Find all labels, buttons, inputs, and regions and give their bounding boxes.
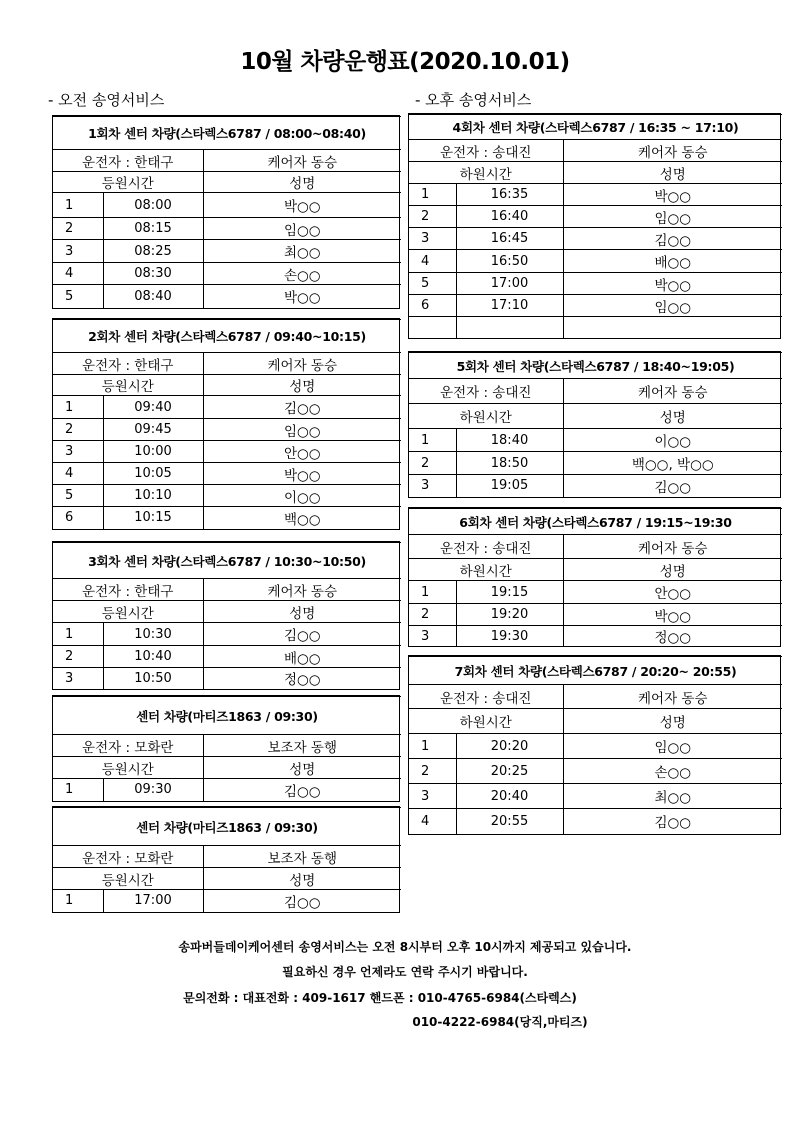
table-row — [53, 779, 401, 801]
row-number: 3 — [53, 668, 103, 689]
helper-cell: 케어자 동승 — [203, 353, 401, 375]
name-column-header: 성명 — [203, 868, 401, 890]
table-row — [409, 475, 782, 497]
name-cell: 김○○ — [563, 809, 782, 834]
time-cell: 16:50 — [456, 250, 563, 273]
vehicle-header: 센터 차량(마티즈1863 / 09:30) — [53, 808, 401, 846]
name-column-header: 성명 — [203, 172, 401, 193]
row-number: 4 — [53, 463, 103, 485]
row-number: 5 — [53, 485, 103, 507]
table-row — [409, 734, 782, 759]
name-cell: 박○○ — [563, 604, 782, 626]
time-cell: 18:50 — [456, 452, 563, 475]
table-row — [409, 295, 782, 317]
row-number: 1 — [409, 581, 456, 604]
pm-section-label: - 오후 송영서비스 — [415, 91, 532, 109]
footer-line-3: 문의전화 : 대표전화 : 409-1617 핸드폰 : 010-4765-6984(스타렉스) — [183, 991, 577, 1005]
row-number: 3 — [409, 784, 456, 809]
driver-cell: 운전자 : 송대진 — [409, 685, 563, 709]
pm-4-schedule-table — [408, 655, 781, 835]
footer-line-4: 010-4222-6984(당직,마티즈) — [412, 1015, 588, 1029]
helper-cell: 케어자 동승 — [563, 379, 782, 404]
time-cell: 08:15 — [103, 218, 203, 240]
am-1-schedule-table — [52, 115, 400, 309]
vehicle-header: 4회차 센터 차량(스타렉스6787 / 16:35 ~ 17:10) — [409, 115, 782, 140]
table-row — [409, 206, 782, 228]
time-cell: 10:40 — [103, 646, 203, 668]
row-number: 4 — [53, 263, 103, 285]
helper-cell: 보조자 동행 — [203, 735, 401, 757]
row-number: 2 — [409, 206, 456, 228]
table-row — [409, 626, 782, 647]
am-2-schedule-table — [52, 318, 400, 530]
table-row — [53, 263, 401, 285]
name-cell: 손○○ — [563, 759, 782, 784]
table-row — [53, 646, 401, 668]
row-number: 2 — [53, 218, 103, 240]
time-cell: 10:15 — [103, 507, 203, 529]
name-cell: 김○○ — [563, 228, 782, 250]
table-row — [409, 317, 782, 338]
time-column-header: 하원시간 — [409, 404, 563, 429]
name-cell: 박○○ — [203, 463, 401, 485]
driver-cell: 운전자 : 한태구 — [53, 579, 203, 601]
time-cell: 20:20 — [456, 734, 563, 759]
table-row — [409, 429, 782, 452]
time-cell: 10:00 — [103, 441, 203, 463]
name-cell: 박○○ — [563, 273, 782, 295]
table-row — [409, 184, 782, 206]
row-number: 5 — [53, 285, 103, 308]
row-number: 3 — [409, 228, 456, 250]
name-cell: 임○○ — [563, 734, 782, 759]
row-number: 4 — [409, 809, 456, 834]
table-row — [53, 240, 401, 263]
time-cell: 20:40 — [456, 784, 563, 809]
row-number: 1 — [409, 429, 456, 452]
table-row — [53, 441, 401, 463]
row-number: 1 — [53, 890, 103, 912]
name-cell: 정○○ — [203, 668, 401, 689]
row-number: 2 — [409, 604, 456, 626]
name-cell: 백○○, 박○○ — [563, 452, 782, 475]
row-number: 1 — [409, 734, 456, 759]
row-number: 6 — [53, 507, 103, 529]
pm-2-schedule-table — [408, 351, 781, 498]
row-number: 2 — [53, 646, 103, 668]
time-column-header: 하원시간 — [409, 559, 563, 581]
time-cell: 08:25 — [103, 240, 203, 263]
time-column-header: 등원시간 — [53, 172, 203, 193]
table-row — [409, 250, 782, 273]
table-row — [409, 784, 782, 809]
time-column-header: 하원시간 — [409, 162, 563, 184]
row-number: 4 — [409, 250, 456, 273]
name-cell: 손○○ — [203, 263, 401, 285]
table-row — [409, 581, 782, 604]
am-4-schedule-table — [52, 695, 400, 802]
name-cell: 안○○ — [203, 441, 401, 463]
time-cell: 08:40 — [103, 285, 203, 308]
name-cell: 백○○ — [203, 507, 401, 529]
row-number: 6 — [409, 295, 456, 317]
row-number — [409, 317, 456, 338]
helper-cell: 케어자 동승 — [563, 535, 782, 559]
driver-cell: 운전자 : 한태구 — [53, 150, 203, 172]
name-cell: 임○○ — [203, 419, 401, 441]
row-number: 1 — [409, 184, 456, 206]
table-row — [53, 218, 401, 240]
driver-cell: 운전자 : 송대진 — [409, 535, 563, 559]
name-column-header: 성명 — [563, 709, 782, 734]
time-column-header: 등원시간 — [53, 868, 203, 890]
table-row — [53, 668, 401, 689]
page-title: 10월 차량운행표(2020.10.01) — [240, 49, 570, 75]
name-cell: 이○○ — [563, 429, 782, 452]
table-row — [53, 419, 401, 441]
name-column-header: 성명 — [563, 404, 782, 429]
pm-3-schedule-table — [408, 507, 781, 647]
name-cell: 최○○ — [563, 784, 782, 809]
name-cell: 안○○ — [563, 581, 782, 604]
footer-line-2: 필요하신 경우 언제라도 연락 주시기 바랍니다. — [282, 965, 528, 979]
row-number: 3 — [409, 475, 456, 497]
name-cell: 김○○ — [203, 779, 401, 801]
footer-line-1: 송파버들데이케어센터 송영서비스는 오전 8시부터 오후 10시까지 제공되고 있습니다. — [178, 940, 632, 954]
driver-cell: 운전자 : 모화란 — [53, 735, 203, 757]
table-row — [53, 507, 401, 529]
driver-cell: 운전자 : 한태구 — [53, 353, 203, 375]
helper-cell: 케어자 동승 — [203, 150, 401, 172]
name-cell: 박○○ — [203, 193, 401, 218]
row-number: 1 — [53, 779, 103, 801]
am-5-schedule-table — [52, 806, 400, 913]
table-row — [409, 759, 782, 784]
row-number: 1 — [53, 623, 103, 646]
row-number: 3 — [53, 240, 103, 263]
table-row — [53, 890, 401, 912]
am-3-schedule-table — [52, 541, 400, 690]
name-cell: 김○○ — [203, 890, 401, 912]
time-cell: 19:30 — [456, 626, 563, 647]
name-column-header: 성명 — [203, 375, 401, 396]
time-column-header: 등원시간 — [53, 757, 203, 779]
am-section-label: - 오전 송영서비스 — [48, 91, 165, 109]
row-number: 3 — [409, 626, 456, 647]
table-row — [409, 809, 782, 834]
time-cell: 09:45 — [103, 419, 203, 441]
vehicle-header: 3회차 센터 차량(스타렉스6787 / 10:30~10:50) — [53, 543, 401, 579]
helper-cell: 케어자 동승 — [563, 685, 782, 709]
name-cell: 박○○ — [563, 184, 782, 206]
vehicle-header: 2회차 센터 차량(스타렉스6787 / 09:40~10:15) — [53, 320, 401, 353]
name-cell: 정○○ — [563, 626, 782, 647]
name-cell: 임○○ — [203, 218, 401, 240]
time-cell: 10:10 — [103, 485, 203, 507]
pm-1-schedule-table — [408, 113, 781, 339]
helper-cell: 케어자 동승 — [563, 140, 782, 162]
driver-cell: 운전자 : 송대진 — [409, 379, 563, 404]
time-cell: 19:15 — [456, 581, 563, 604]
time-column-header: 등원시간 — [53, 375, 203, 396]
vehicle-header: 1회차 센터 차량(스타렉스6787 / 08:00~08:40) — [53, 117, 401, 150]
vehicle-header: 센터 차량(마티즈1863 / 09:30) — [53, 697, 401, 735]
name-cell: 김○○ — [563, 475, 782, 497]
driver-cell: 운전자 : 모화란 — [53, 846, 203, 868]
table-row — [409, 452, 782, 475]
row-number: 2 — [409, 452, 456, 475]
name-cell — [563, 317, 782, 338]
name-cell: 임○○ — [563, 295, 782, 317]
time-column-header: 하원시간 — [409, 709, 563, 734]
vehicle-header: 5회차 센터 차량(스타렉스6787 / 18:40~19:05) — [409, 353, 782, 379]
row-number: 5 — [409, 273, 456, 295]
name-cell: 박○○ — [203, 285, 401, 308]
row-number: 2 — [53, 419, 103, 441]
time-cell: 16:45 — [456, 228, 563, 250]
table-row — [53, 463, 401, 485]
table-row — [53, 623, 401, 646]
helper-cell: 보조자 동행 — [203, 846, 401, 868]
time-cell: 10:05 — [103, 463, 203, 485]
table-row — [53, 285, 401, 308]
time-cell: 09:30 — [103, 779, 203, 801]
helper-cell: 케어자 동승 — [203, 579, 401, 601]
row-number: 3 — [53, 441, 103, 463]
time-cell: 19:05 — [456, 475, 563, 497]
table-row — [409, 228, 782, 250]
table-row — [53, 485, 401, 507]
table-row — [409, 273, 782, 295]
driver-cell: 운전자 : 송대진 — [409, 140, 563, 162]
time-cell: 08:00 — [103, 193, 203, 218]
vehicle-header: 6회차 센터 차량(스타렉스6787 / 19:15~19:30 — [409, 509, 782, 535]
table-row — [409, 604, 782, 626]
name-cell: 김○○ — [203, 396, 401, 419]
time-cell: 20:25 — [456, 759, 563, 784]
time-cell: 16:35 — [456, 184, 563, 206]
name-column-header: 성명 — [203, 601, 401, 623]
time-cell: 19:20 — [456, 604, 563, 626]
row-number: 1 — [53, 396, 103, 419]
time-cell: 08:30 — [103, 263, 203, 285]
time-column-header: 등원시간 — [53, 601, 203, 623]
time-cell: 17:10 — [456, 295, 563, 317]
time-cell: 10:30 — [103, 623, 203, 646]
table-row — [53, 193, 401, 218]
name-cell: 임○○ — [563, 206, 782, 228]
row-number: 1 — [53, 193, 103, 218]
name-cell: 이○○ — [203, 485, 401, 507]
name-column-header: 성명 — [563, 162, 782, 184]
row-number: 2 — [409, 759, 456, 784]
name-cell: 배○○ — [563, 250, 782, 273]
time-cell: 20:55 — [456, 809, 563, 834]
name-cell: 김○○ — [203, 623, 401, 646]
vehicle-header: 7회차 센터 차량(스타렉스6787 / 20:20~ 20:55) — [409, 657, 782, 685]
time-cell: 17:00 — [103, 890, 203, 912]
name-cell: 배○○ — [203, 646, 401, 668]
name-cell: 최○○ — [203, 240, 401, 263]
time-cell: 18:40 — [456, 429, 563, 452]
time-cell: 17:00 — [456, 273, 563, 295]
time-cell: 10:50 — [103, 668, 203, 689]
name-column-header: 성명 — [203, 757, 401, 779]
name-column-header: 성명 — [563, 559, 782, 581]
table-row — [53, 396, 401, 419]
time-cell: 16:40 — [456, 206, 563, 228]
time-cell: 09:40 — [103, 396, 203, 419]
time-cell — [456, 317, 563, 338]
